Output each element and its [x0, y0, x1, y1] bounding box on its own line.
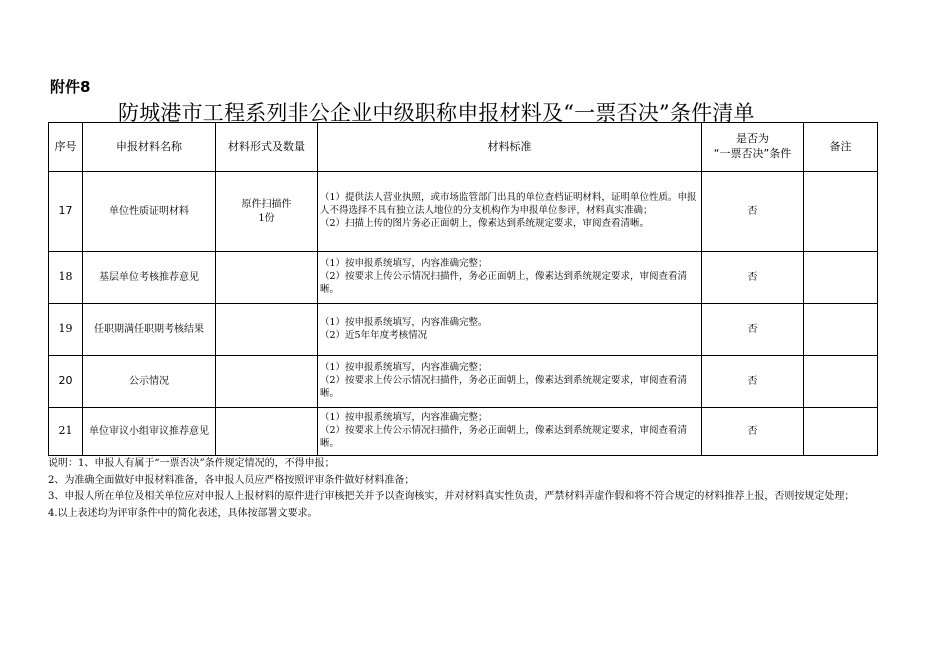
standard-line: （2）扫描上传的图片务必正面朝上，像素达到系统规定要求，审阅查看清晰。: [320, 217, 650, 229]
row-standard: [318, 172, 702, 252]
header-veto: [702, 123, 804, 172]
row-remark: [804, 252, 878, 304]
header-standard: 材料标准: [318, 123, 702, 172]
row-veto: 否: [702, 356, 804, 408]
header-seq: 序号: [49, 123, 83, 172]
row-veto: 否: [702, 172, 804, 252]
materials-table: [48, 122, 878, 456]
row-form: [216, 172, 318, 252]
row-name: 单位审议小组审议推荐意见: [83, 408, 216, 456]
row-form: [216, 252, 318, 304]
table-header-row: [49, 123, 878, 172]
table-row: [49, 304, 878, 356]
row-name: 单位性质证明材料: [83, 172, 216, 252]
header-veto-line1: 是否为: [736, 132, 769, 146]
row-form: [216, 408, 318, 456]
table-row: [49, 252, 878, 304]
row-remark: [804, 356, 878, 408]
row-seq: 20: [49, 356, 83, 408]
note-line: 3、申报人所在单位及相关单位应对申报人上报材料的原件进行审核把关并予以查询核实，并对材料真实性负责，严禁材料弄虚作假和将不符合规定的材料推荐上报，否则按规定处理；: [48, 491, 855, 502]
row-standard: [318, 304, 702, 356]
standard-line: （2）按要求上传公示情况扫描件，务必正面朝上，像素达到系统规定要求，审阅查看清晰。: [320, 375, 688, 399]
row-seq: 19: [49, 304, 83, 356]
row-seq: 17: [49, 172, 83, 252]
row-veto: 否: [702, 304, 804, 356]
standard-line: （1）提供法人营业执照，或市场监管部门出具的单位查档证明材料，证明单位性质。申报人不得选择不具有独立法人地位的分支机构作为申报单位参评，材料真实准确；: [320, 192, 697, 217]
table-row: [49, 408, 878, 456]
document-title: 防城港市工程系列非公企业中级职称申报材料及“一票否决”条件清单: [118, 101, 755, 125]
row-name: 任职期满任职期考核结果: [83, 304, 216, 356]
row-form-line2: 1份: [258, 212, 275, 224]
standard-line: （1）按申报系统填写，内容准确完整。: [320, 316, 488, 328]
standard-line: （2）按要求上传公示情况扫描件，务必正面朝上，像素达到系统规定要求，审阅查看清晰。: [320, 271, 688, 295]
notes-section: [48, 456, 878, 522]
standard-line: （1）按申报系统填写，内容准确完整；: [320, 258, 488, 270]
row-remark: [804, 304, 878, 356]
note-line: 说明：1、申报人有属于“一票否决”条件规定情况的，不得申报；: [48, 458, 335, 469]
row-standard: [318, 252, 702, 304]
header-form: 材料形式及数量: [216, 123, 318, 172]
row-remark: [804, 408, 878, 456]
attachment-label: 附件8: [50, 78, 91, 96]
header-veto-line2: “一票否决”条件: [713, 147, 792, 160]
row-name: 基层单位考核推荐意见: [83, 252, 216, 304]
row-remark: [804, 172, 878, 252]
row-form: [216, 356, 318, 408]
header-name: 申报材料名称: [83, 123, 216, 172]
table-row: [49, 172, 878, 252]
row-standard: [318, 356, 702, 408]
standard-line: （1）按申报系统填写，内容准确完整；: [320, 362, 488, 374]
row-standard: [318, 408, 702, 456]
standard-line: （2）按要求上传公示情况扫描件，务必正面朝上，像素达到系统规定要求，审阅查看清晰。: [320, 425, 688, 449]
row-seq: 21: [49, 408, 83, 456]
header-remark: 备注: [804, 123, 878, 172]
row-seq: 18: [49, 252, 83, 304]
row-name: 公示情况: [83, 356, 216, 408]
row-veto: 否: [702, 408, 804, 456]
row-form: [216, 304, 318, 356]
row-veto: 否: [702, 252, 804, 304]
standard-line: （1）按申报系统填写，内容准确完整；: [320, 412, 488, 424]
note-line: 4.以上表述均为评审条件中的简化表述，具体按部署文要求。: [48, 507, 318, 519]
note-line: 2、为准确全面做好申报材料准备，各申报人员应严格按照评审条件做好材料准备；: [48, 474, 415, 486]
standard-line: （2）近5年年度考核情况: [320, 329, 428, 341]
table-row: [49, 356, 878, 408]
row-form-line1: 原件扫描件: [241, 199, 292, 210]
